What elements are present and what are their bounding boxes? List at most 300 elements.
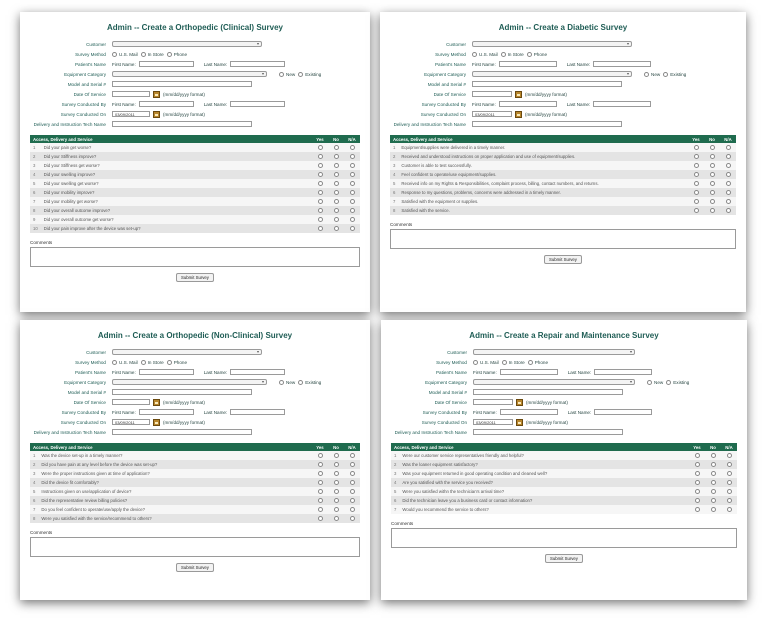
radio-yes[interactable]	[318, 208, 323, 213]
radio-na[interactable]	[350, 507, 355, 512]
date-of-service-row	[30, 397, 360, 407]
radio-no[interactable]	[710, 199, 715, 204]
radio-in-store[interactable]	[501, 52, 506, 57]
answer-cell-yes	[312, 143, 328, 152]
radio-no[interactable]	[334, 208, 339, 213]
radio-na[interactable]	[350, 462, 355, 467]
model-serial-input[interactable]	[112, 81, 252, 87]
answer-cell-no	[704, 188, 720, 197]
equipment-category-select[interactable]	[112, 379, 267, 385]
answer-cell-yes	[688, 152, 704, 161]
answer-cell-no	[704, 170, 720, 179]
calendar-icon[interactable]	[153, 91, 160, 98]
table-row	[30, 206, 360, 215]
radio-no[interactable]	[334, 199, 339, 204]
radio-in-store-label: In Store	[147, 359, 164, 365]
radio-in-store[interactable]	[141, 360, 146, 365]
radio-phone[interactable]	[527, 52, 532, 57]
answer-cell-na	[721, 487, 737, 496]
radio-na[interactable]	[350, 181, 355, 186]
radio-yes[interactable]	[694, 163, 699, 168]
radio-us-mail[interactable]	[112, 360, 117, 365]
delivery-tech-row	[391, 427, 737, 437]
conductor-last-name-input[interactable]	[593, 101, 651, 107]
date-of-service-label: Date Of Service	[433, 91, 466, 97]
radio-yes[interactable]	[318, 226, 323, 231]
radio-yes[interactable]	[695, 498, 700, 503]
date-of-service-input[interactable]	[112, 91, 150, 97]
equipment-category-select[interactable]	[473, 379, 635, 385]
question-text: Did the device fit comfortably?	[38, 478, 312, 487]
calendar-icon[interactable]	[153, 399, 160, 406]
model-serial-label: Model and Serial #	[67, 81, 106, 87]
survey-conducted-on-input[interactable]: 03/09/2011	[472, 111, 512, 117]
radio-no[interactable]	[710, 154, 715, 159]
question-text: Did your swelling get worse?	[41, 179, 312, 188]
radio-no[interactable]	[711, 498, 716, 503]
question-text: Was the device set-up in a timely manner?	[38, 451, 312, 460]
comments-textarea[interactable]	[30, 247, 360, 267]
question-text: Did the representative review billing policies?	[38, 496, 312, 505]
delivery-tech-input[interactable]	[112, 121, 252, 127]
patient-last-name-input[interactable]	[230, 369, 285, 375]
calendar-icon[interactable]	[516, 419, 523, 426]
survey-form-container	[390, 12, 736, 312]
equipment-category-select[interactable]	[112, 71, 267, 77]
answer-cell-yes	[312, 161, 328, 170]
radio-in-store[interactable]	[502, 360, 507, 365]
radio-no[interactable]	[334, 154, 339, 159]
radio-yes[interactable]	[318, 516, 323, 521]
radio-us-mail[interactable]	[472, 52, 477, 57]
answer-cell-no	[704, 152, 720, 161]
model-serial-input[interactable]	[473, 389, 623, 395]
answer-cell-no	[328, 460, 344, 469]
conductor-last-name-input[interactable]	[594, 409, 652, 415]
radio-na[interactable]	[727, 453, 732, 458]
comments-textarea[interactable]	[391, 528, 737, 548]
delivery-tech-input[interactable]	[473, 429, 623, 435]
page-title: Admin -- Create a Repair and Maintenance Survey	[469, 331, 659, 340]
question-number: 3	[391, 469, 399, 478]
radio-existing-label: Existing	[673, 379, 690, 385]
calendar-icon[interactable]	[516, 399, 523, 406]
conductor-first-name-input[interactable]	[139, 101, 194, 107]
radio-na[interactable]	[727, 489, 732, 494]
answer-cell-yes	[689, 478, 705, 487]
question-number: 8	[30, 514, 38, 523]
answer-cell-yes	[312, 460, 328, 469]
radio-yes[interactable]	[318, 453, 323, 458]
radio-na[interactable]	[727, 507, 732, 512]
radio-na[interactable]	[727, 498, 732, 503]
radio-na[interactable]	[726, 208, 731, 213]
radio-yes[interactable]	[318, 172, 323, 177]
radio-us-mail-label: U.S. Mail	[119, 51, 138, 57]
question-number: 6	[30, 496, 38, 505]
table-row	[390, 188, 736, 197]
answer-cell-yes	[689, 505, 705, 514]
chevron-down-icon: ▾	[626, 71, 629, 76]
page-title: Admin -- Create a Diabetic Survey	[498, 23, 628, 32]
date-format-hint: (mm/dd/yyyy format)	[525, 111, 567, 117]
last-name-label: Last Name:	[203, 101, 228, 107]
question-text: Did your overall outcome improve?	[41, 206, 312, 215]
radio-no[interactable]	[334, 498, 339, 503]
equipment-category-label: Equipment Category	[424, 71, 466, 77]
question-number: 7	[390, 197, 398, 206]
submit-survey-button[interactable]: Submit Survey	[176, 273, 214, 282]
customer-select[interactable]	[472, 41, 632, 47]
question-text: Instructions given on use/application of device?	[38, 487, 312, 496]
radio-no[interactable]	[711, 489, 716, 494]
conductor-last-name-input[interactable]	[230, 101, 285, 107]
radio-yes[interactable]	[694, 154, 699, 159]
radio-phone[interactable]	[528, 360, 533, 365]
survey-method-label: Survey Method	[436, 359, 467, 365]
date-of-service-input[interactable]	[473, 399, 513, 405]
radio-na[interactable]	[727, 471, 732, 476]
question-text: Were the proper instructions given at time of application?	[38, 469, 312, 478]
radio-na[interactable]	[350, 453, 355, 458]
radio-phone-label: Phone	[173, 359, 188, 365]
delivery-tech-input[interactable]	[112, 429, 252, 435]
radio-yes[interactable]	[695, 480, 700, 485]
answer-cell-yes	[688, 206, 704, 215]
first-name-label: First Name:	[112, 409, 136, 415]
answer-cell-no	[328, 197, 344, 206]
radio-yes[interactable]	[694, 190, 699, 195]
date-format-hint: (mm/dd/yyyy format)	[163, 91, 205, 97]
radio-yes[interactable]	[694, 181, 699, 186]
table-row	[391, 469, 737, 478]
radio-no[interactable]	[711, 471, 716, 476]
radio-na[interactable]	[727, 462, 732, 467]
answer-cell-na	[720, 170, 736, 179]
survey-method-row	[391, 357, 737, 367]
conductor-first-name-input[interactable]	[500, 409, 558, 415]
radio-yes[interactable]	[695, 471, 700, 476]
radio-na[interactable]	[350, 489, 355, 494]
table-row	[30, 478, 360, 487]
question-number: 4	[390, 170, 398, 179]
answer-cell-na	[344, 179, 360, 188]
radio-yes[interactable]	[695, 462, 700, 467]
answer-cell-no	[328, 487, 344, 496]
radio-new[interactable]	[647, 380, 652, 385]
radio-yes[interactable]	[694, 199, 699, 204]
answer-cell-yes	[312, 206, 328, 215]
radio-new[interactable]	[279, 72, 284, 77]
model-serial-label: Model and Serial #	[428, 389, 467, 395]
radio-yes[interactable]	[695, 453, 700, 458]
model-serial-row	[391, 387, 737, 397]
radio-no[interactable]	[710, 181, 715, 186]
question-number: 10	[30, 224, 41, 233]
radio-no[interactable]	[334, 190, 339, 195]
patient-first-name-input[interactable]	[499, 61, 557, 67]
question-number: 4	[30, 478, 38, 487]
radio-no[interactable]	[334, 181, 339, 186]
radio-phone[interactable]	[167, 360, 172, 365]
model-serial-input[interactable]	[112, 389, 252, 395]
question-number: 1	[30, 451, 38, 460]
survey-conducted-on-input[interactable]: 03/09/2011	[112, 419, 150, 425]
radio-no[interactable]	[711, 507, 716, 512]
model-serial-input[interactable]	[472, 81, 622, 87]
col-na: N/A	[344, 443, 360, 451]
date-of-service-input[interactable]	[112, 399, 150, 405]
radio-na[interactable]	[726, 154, 731, 159]
patient-first-name-input[interactable]	[139, 369, 194, 375]
radio-existing[interactable]	[298, 72, 303, 77]
question-number: 1	[390, 143, 398, 152]
radio-no[interactable]	[334, 172, 339, 177]
question-text: Are you satisfied with the service you received?	[399, 478, 689, 487]
radio-yes[interactable]	[694, 172, 699, 177]
col-no: No	[705, 443, 721, 451]
delivery-tech-input[interactable]	[472, 121, 622, 127]
radio-no[interactable]	[711, 480, 716, 485]
survey-method-label: Survey Method	[435, 51, 466, 57]
radio-yes[interactable]	[318, 471, 323, 476]
comments-textarea[interactable]	[30, 537, 360, 557]
radio-yes[interactable]	[318, 190, 323, 195]
survey-conducted-on-label: Survey Conducted On	[60, 111, 106, 117]
radio-yes[interactable]	[318, 462, 323, 467]
radio-na[interactable]	[350, 190, 355, 195]
question-number: 3	[30, 161, 41, 170]
question-number: 2	[30, 152, 41, 161]
radio-no[interactable]	[711, 462, 716, 467]
survey-conducted-on-input[interactable]: 03/09/2011	[112, 111, 150, 117]
chevron-down-icon: ▾	[256, 349, 259, 354]
radio-existing-label: Existing	[305, 71, 322, 77]
radio-no[interactable]	[334, 480, 339, 485]
answer-cell-na	[344, 487, 360, 496]
survey-conducted-by-label: Survey Conducted By	[422, 409, 467, 415]
calendar-icon[interactable]	[153, 419, 160, 426]
questions-table	[390, 135, 736, 215]
last-name-label: Last Name:	[566, 61, 591, 67]
radio-yes[interactable]	[318, 507, 323, 512]
submit-survey-button[interactable]: Submit Survey	[545, 554, 583, 563]
chevron-down-icon: ▾	[256, 41, 259, 46]
radio-na[interactable]	[726, 163, 731, 168]
table-row	[391, 460, 737, 469]
radio-us-mail[interactable]	[473, 360, 478, 365]
radio-yes[interactable]	[318, 489, 323, 494]
date-of-service-input[interactable]	[472, 91, 512, 97]
radio-yes[interactable]	[318, 217, 323, 222]
radio-yes[interactable]	[695, 507, 700, 512]
radio-no[interactable]	[334, 471, 339, 476]
patient-last-name-input[interactable]	[594, 369, 652, 375]
conductor-first-name-input[interactable]	[139, 409, 194, 415]
patient-last-name-input[interactable]	[230, 61, 285, 67]
radio-existing[interactable]	[666, 380, 671, 385]
radio-yes[interactable]	[318, 498, 323, 503]
delivery-tech-row	[30, 119, 360, 129]
radio-us-mail-label: U.S. Mail	[480, 359, 499, 365]
radio-no[interactable]	[334, 217, 339, 222]
radio-yes[interactable]	[694, 208, 699, 213]
radio-na[interactable]	[350, 208, 355, 213]
customer-select[interactable]	[473, 349, 635, 355]
radio-no[interactable]	[710, 190, 715, 195]
calendar-icon[interactable]	[153, 111, 160, 118]
submit-survey-button[interactable]: Submit Survey	[176, 563, 214, 572]
radio-na[interactable]	[350, 199, 355, 204]
radio-no[interactable]	[334, 226, 339, 231]
survey-form	[391, 347, 737, 437]
question-text: Equipment/supplies were delivered in a timely manner.	[398, 143, 688, 152]
patient-last-name-input[interactable]	[593, 61, 651, 67]
radio-na[interactable]	[727, 480, 732, 485]
answer-cell-na	[720, 206, 736, 215]
radio-no[interactable]	[334, 489, 339, 494]
radio-na[interactable]	[350, 516, 355, 521]
table-row	[390, 179, 736, 188]
patients-name-label: Patient's Name	[434, 61, 466, 67]
answer-cell-no	[328, 179, 344, 188]
delivery-tech-label: Delivery and Instruction Tech Name	[33, 121, 106, 127]
radio-na[interactable]	[726, 181, 731, 186]
radio-yes[interactable]	[695, 489, 700, 494]
radio-in-store[interactable]	[141, 52, 146, 57]
radio-na[interactable]	[350, 480, 355, 485]
radio-no[interactable]	[710, 172, 715, 177]
radio-yes[interactable]	[694, 145, 699, 150]
radio-na[interactable]	[726, 190, 731, 195]
question-number: 6	[30, 188, 41, 197]
radio-no[interactable]	[711, 453, 716, 458]
conductor-last-name-input[interactable]	[230, 409, 285, 415]
col-yes: Yes	[688, 135, 704, 143]
date-format-hint: (mm/dd/yyyy format)	[526, 399, 568, 405]
radio-no[interactable]	[334, 507, 339, 512]
radio-new-label: New	[286, 71, 296, 77]
radio-na[interactable]	[350, 217, 355, 222]
answer-cell-yes	[688, 197, 704, 206]
radio-yes[interactable]	[318, 145, 323, 150]
survey-conducted-on-label: Survey Conducted On	[420, 111, 466, 117]
radio-new[interactable]	[644, 72, 649, 77]
patients-name-row	[30, 367, 360, 377]
radio-no[interactable]	[710, 163, 715, 168]
radio-na[interactable]	[726, 145, 731, 150]
radio-na[interactable]	[350, 145, 355, 150]
radio-phone-label: Phone	[534, 359, 549, 365]
col-no: No	[328, 443, 344, 451]
radio-no[interactable]	[334, 462, 339, 467]
radio-no[interactable]	[334, 453, 339, 458]
answer-cell-yes	[312, 451, 328, 460]
conductor-first-name-input[interactable]	[499, 101, 557, 107]
col-yes: Yes	[312, 443, 328, 451]
last-name-label: Last Name:	[203, 409, 228, 415]
survey-conducted-by-row	[30, 99, 360, 109]
calendar-icon[interactable]	[515, 91, 522, 98]
radio-no[interactable]	[334, 145, 339, 150]
question-number: 7	[30, 197, 41, 206]
question-number: 1	[30, 143, 41, 152]
answer-cell-na	[344, 451, 360, 460]
first-name-label: First Name:	[112, 101, 136, 107]
radio-phone[interactable]	[167, 52, 172, 57]
question-text: Did your pain get worse?	[41, 143, 312, 152]
radio-na[interactable]	[350, 163, 355, 168]
radio-na[interactable]	[726, 172, 731, 177]
patient-first-name-input[interactable]	[139, 61, 194, 67]
radio-na[interactable]	[350, 172, 355, 177]
answer-cell-na	[344, 469, 360, 478]
table-row	[390, 206, 736, 215]
answer-cell-na	[720, 179, 736, 188]
question-text: Response to my questions, problems, concerns were addressed in a timely manner.	[398, 188, 688, 197]
answer-cell-no	[705, 505, 721, 514]
question-text: Satisfied with the equipment or supplies.	[398, 197, 688, 206]
table-row	[30, 505, 360, 514]
question-number: 7	[391, 505, 399, 514]
table-header: Access, Delivery and Service	[30, 443, 312, 451]
question-text: Customer is able to test successfully.	[398, 161, 688, 170]
question-number: 3	[390, 161, 398, 170]
radio-no[interactable]	[710, 208, 715, 213]
answer-cell-na	[721, 496, 737, 505]
radio-no[interactable]	[334, 163, 339, 168]
last-name-label: Last Name:	[567, 409, 592, 415]
radio-no[interactable]	[710, 145, 715, 150]
answer-cell-na	[721, 478, 737, 487]
table-row	[391, 487, 737, 496]
patient-first-name-input[interactable]	[500, 369, 558, 375]
radio-us-mail[interactable]	[112, 52, 117, 57]
delivery-tech-label: Delivery and Instruction Tech Name	[393, 121, 466, 127]
radio-na[interactable]	[350, 498, 355, 503]
model-serial-label: Model and Serial #	[67, 389, 106, 395]
radio-na[interactable]	[350, 471, 355, 476]
radio-na[interactable]	[350, 154, 355, 159]
radio-na[interactable]	[726, 199, 731, 204]
radio-yes[interactable]	[318, 181, 323, 186]
radio-no[interactable]	[334, 516, 339, 521]
radio-existing[interactable]	[298, 380, 303, 385]
survey-form	[30, 39, 360, 129]
answer-cell-no	[328, 206, 344, 215]
radio-new[interactable]	[279, 380, 284, 385]
calendar-icon[interactable]	[515, 111, 522, 118]
table-row	[30, 179, 360, 188]
radio-yes[interactable]	[318, 480, 323, 485]
submit-survey-button[interactable]: Submit Survey	[544, 255, 582, 264]
equipment-category-select[interactable]	[472, 71, 632, 77]
radio-yes[interactable]	[318, 154, 323, 159]
comments-textarea[interactable]	[390, 229, 736, 249]
customer-select[interactable]	[112, 349, 262, 355]
radio-yes[interactable]	[318, 199, 323, 204]
question-number: 4	[30, 170, 41, 179]
radio-yes[interactable]	[318, 163, 323, 168]
radio-na[interactable]	[350, 226, 355, 231]
question-number: 5	[30, 179, 41, 188]
survey-conducted-by-label: Survey Conducted By	[61, 101, 106, 107]
survey-conducted-on-input[interactable]: 03/09/2011	[473, 419, 513, 425]
table-row	[390, 161, 736, 170]
answer-cell-yes	[688, 170, 704, 179]
radio-existing[interactable]	[663, 72, 668, 77]
customer-select[interactable]	[112, 41, 262, 47]
